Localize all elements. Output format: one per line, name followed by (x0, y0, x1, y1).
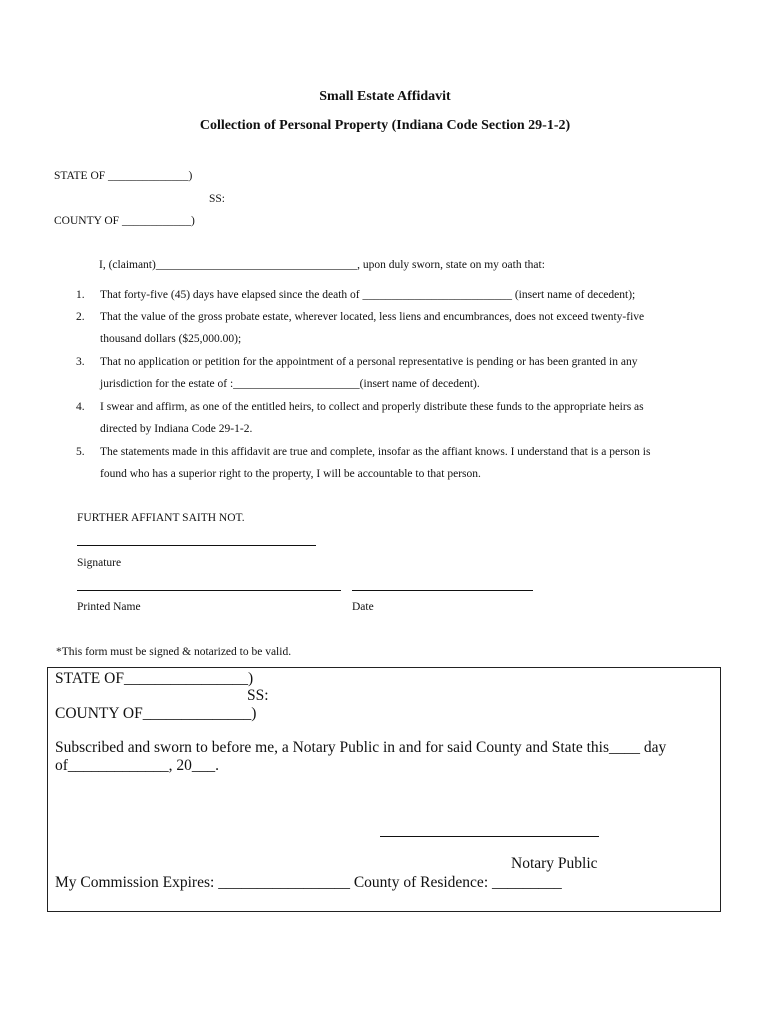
item-text: That no application or petition for the appointment of a personal representative is pending or has been granted in any (100, 356, 638, 368)
notary-public-label: Notary Public (511, 855, 598, 872)
item-number: 1. (76, 289, 85, 301)
item-text: I swear and affirm, as one of the entitled heirs, to collect and properly distribute these funds to the appropriate heirs as (100, 401, 644, 413)
item-text: The statements made in this affidavit are true and complete, insofar as the affiant knows. I understand that is a person is (100, 446, 651, 458)
item-text: That forty-five (45) days have elapsed since the death of __________________________ (insert name of decedent); (100, 289, 636, 301)
ss-label: SS: (209, 193, 225, 205)
signature-line[interactable] (77, 545, 316, 546)
commission-residence-text: My Commission Expires: _________________ County of Residence: _________ (55, 874, 562, 891)
further-affiant-text: FURTHER AFFIANT SAITH NOT. (77, 512, 245, 524)
item-text: found who has a superior right to the property, I will be accountable to that person. (100, 468, 481, 480)
item-number: 5. (76, 446, 85, 458)
subscribed-sworn-text: Subscribed and sworn to before me, a Notary Public in and for said County and State this____ day (55, 739, 667, 756)
printed-name-label: Printed Name (77, 601, 141, 613)
item-text: jurisdiction for the estate of :______________________(insert name of decedent). (100, 378, 480, 390)
notary-signature-line[interactable] (380, 836, 599, 837)
notary-county-of: COUNTY OF______________) (55, 705, 257, 722)
item-text: That the value of the gross probate estate, wherever located, less liens and encumbrances, does not exceed twenty-five (100, 311, 645, 323)
date-line[interactable] (352, 590, 533, 591)
item-text: directed by Indiana Code 29-1-2. (100, 423, 253, 435)
county-of-field: COUNTY OF ____________) (54, 215, 195, 227)
state-of-field: STATE OF ______________) (54, 170, 193, 182)
notary-ss-label: SS: (247, 687, 269, 704)
notarize-note: *This form must be signed & notarized to be valid. (56, 646, 292, 658)
notary-section (47, 667, 721, 912)
claimant-intro: I, (claimant)___________________________________, upon duly sworn, state on my oath that: (99, 259, 545, 271)
item-number: 3. (76, 356, 85, 368)
date-label: Date (352, 601, 374, 613)
item-number: 2. (76, 311, 85, 323)
document-subtitle: Collection of Personal Property (Indiana Code Section 29-1-2) (199, 118, 571, 133)
item-number: 4. (76, 401, 85, 413)
signature-label: Signature (77, 557, 122, 569)
subscribed-date-text: of_____________, 20___. (55, 757, 220, 774)
item-text: thousand dollars ($25,000.00); (100, 333, 242, 345)
document-title: Small Estate Affidavit (319, 89, 451, 104)
notary-state-of: STATE OF________________) (55, 670, 254, 687)
printed-name-line[interactable] (77, 590, 341, 591)
